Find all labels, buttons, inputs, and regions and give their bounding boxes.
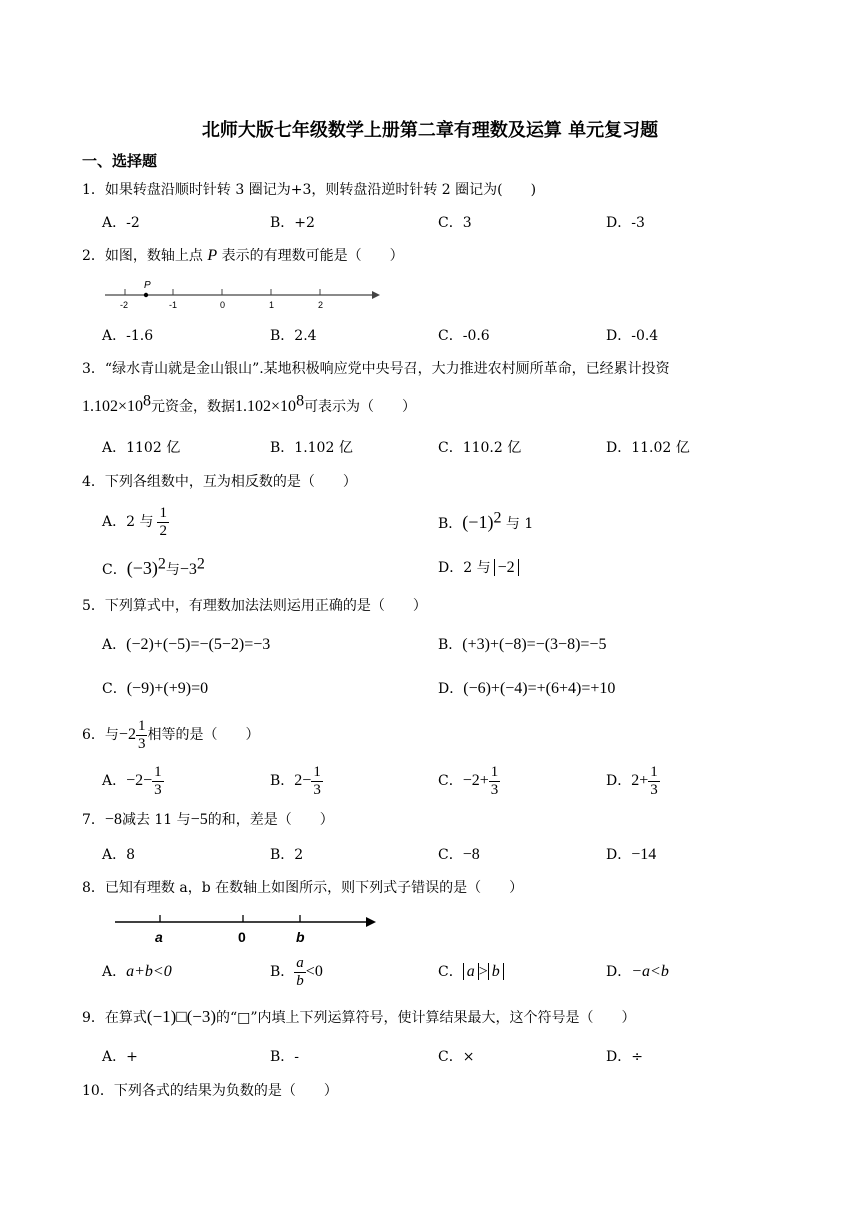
option-a-math: (−2)+(−5)=−(5−2)=−3 xyxy=(126,636,271,653)
question-7-option-a: A．8 xyxy=(102,847,136,863)
option-c-math: −8 xyxy=(462,846,480,863)
question-1-option-c: C．3 xyxy=(438,215,472,231)
question-5-option-c xyxy=(102,679,208,699)
option-b-exponent: 2 xyxy=(493,509,502,527)
section-heading: 一、选择题 xyxy=(82,152,158,170)
option-b-math: 2− xyxy=(294,772,312,789)
question-2-option-d: D．-0.4 xyxy=(606,328,659,344)
question-4-option-d xyxy=(438,558,519,578)
question-8-number-line xyxy=(110,910,380,946)
question-3-exponent-2: 8 xyxy=(296,392,305,410)
stem-post: 相等的是（ ） xyxy=(147,727,260,743)
fraction-numerator: a xyxy=(296,954,304,971)
question-6-option-c xyxy=(438,761,500,801)
stem-post: 的和，差是（ ） xyxy=(207,812,334,828)
option-c-exponent: 2 xyxy=(157,555,166,573)
point-p-marker xyxy=(144,293,148,297)
option-c-math: −2+ xyxy=(462,772,489,789)
question-1-option-d: D．-3 xyxy=(606,215,645,231)
question-7-option-b: B．2 xyxy=(270,847,304,863)
stem-math: −2 xyxy=(118,726,136,743)
option-d-label: D． xyxy=(606,964,632,980)
option-d-label: D． xyxy=(606,847,632,863)
fraction-numerator: 1 xyxy=(159,504,167,521)
stem-math-2: −5 xyxy=(190,811,208,828)
question-2-option-b: B．2.4 xyxy=(270,328,317,344)
question-8-stem: 8．已知有理数 a，b 在数轴上如图所示，则下列式子错误的是（ ） xyxy=(82,880,524,896)
question-1-option-a: A．-2 xyxy=(102,215,140,231)
question-2-var: P xyxy=(207,247,218,264)
label-b: b xyxy=(296,929,305,945)
abs-b: b xyxy=(488,963,504,980)
label-0: 0 xyxy=(238,929,246,945)
question-7-option-d xyxy=(606,845,656,865)
option-a-label: A． xyxy=(102,637,127,653)
stem-math-1: −8 xyxy=(104,811,122,828)
fraction-a-over-b xyxy=(294,955,306,990)
option-b-post: <0 xyxy=(305,963,323,980)
question-4-stem: 4．下列各组数中，互为相反数的是（ ） xyxy=(82,474,357,490)
question-2-stem xyxy=(82,246,404,266)
question-4-option-c xyxy=(102,555,205,580)
fraction xyxy=(311,764,323,799)
question-9-stem xyxy=(82,1007,636,1028)
option-d-label: D． xyxy=(606,773,632,789)
question-9-option-b: B．- xyxy=(270,1049,300,1065)
greater-than: > xyxy=(478,963,488,980)
option-b-label: B． xyxy=(438,637,463,653)
option-a-math: −2− xyxy=(126,772,153,789)
option-c-label: C． xyxy=(438,773,463,789)
question-4-option-b xyxy=(438,509,534,534)
question-9-option-a: A．+ xyxy=(102,1049,138,1065)
stem-pre: 7． xyxy=(82,812,105,828)
option-a-text: A．2 与 xyxy=(102,514,154,530)
question-3-option-d: D．11.02 亿 xyxy=(606,440,690,456)
question-6-option-a xyxy=(102,761,164,801)
option-c-label: C． xyxy=(438,847,463,863)
point-p-label: P xyxy=(144,280,151,291)
question-2-number-line xyxy=(100,278,380,312)
fraction-denominator: 3 xyxy=(313,781,321,798)
option-c-exponent-2: 2 xyxy=(196,555,205,573)
option-a-label: A． xyxy=(102,964,127,980)
option-b-label: B． xyxy=(438,516,463,532)
stem-pre: 6．与 xyxy=(82,727,119,743)
option-d-math: 2+ xyxy=(631,772,649,789)
question-5-option-d xyxy=(438,679,615,699)
fraction-numerator: 1 xyxy=(154,763,162,780)
question-6-option-b xyxy=(270,761,323,801)
fraction-one-half xyxy=(157,505,169,540)
option-b-math: (−1) xyxy=(462,512,494,532)
option-c-math-2: −3 xyxy=(179,561,197,578)
fraction-denominator: 3 xyxy=(490,781,499,798)
question-3-exponent: 8 xyxy=(143,392,152,410)
question-3-option-c: C．110.2 亿 xyxy=(438,440,522,456)
question-2-stem-post: 表示的有理数可能是（ ） xyxy=(217,248,404,264)
tick-label-0: 0 xyxy=(220,300,226,310)
question-3-mid: 元资金，数据 xyxy=(151,399,236,415)
question-6-stem xyxy=(82,715,259,755)
question-3-number: 1.102×10 xyxy=(82,398,144,415)
question-6-option-d xyxy=(606,761,660,801)
option-d-math: −14 xyxy=(631,846,657,863)
question-1-stem: 1．如果转盘沿顺时针转 3 圈记为+3，则转盘沿逆时针转 2 圈记为( ) xyxy=(82,182,537,198)
option-b-post: 与 1 xyxy=(501,516,534,532)
fraction xyxy=(489,764,501,799)
label-a: a xyxy=(155,929,163,945)
question-3-option-a: A．1102 亿 xyxy=(102,440,181,456)
fraction xyxy=(648,764,660,799)
question-9-option-d: D．÷ xyxy=(606,1049,643,1065)
option-c-label: C． xyxy=(102,562,127,578)
option-c-math: (−3) xyxy=(126,558,158,578)
fraction-denominator: 3 xyxy=(137,735,146,752)
question-4-option-a xyxy=(102,502,169,542)
fraction-numerator: 1 xyxy=(650,763,658,780)
option-d-text: D．2 与 xyxy=(438,560,491,576)
fraction-denominator: b xyxy=(296,972,304,989)
option-c-mid: 与 xyxy=(165,562,180,578)
question-3-number-2: 1.102×10 xyxy=(235,398,297,415)
question-5-stem: 5．下列算式中，有理数加法法则运用正确的是（ ） xyxy=(82,598,427,614)
question-3-post: 可表示为（ ） xyxy=(304,399,417,415)
option-d-math: (−6)+(−4)=+(6+4)=+10 xyxy=(463,680,616,697)
option-c-math: (−9)+(+9)=0 xyxy=(126,680,209,697)
question-5-option-b xyxy=(438,635,606,655)
fraction-denominator: 2 xyxy=(159,522,167,539)
option-b-math: (+3)+(−8)=−(3−8)=−5 xyxy=(462,636,607,653)
option-a-label: A． xyxy=(102,773,127,789)
question-7-stem xyxy=(82,810,334,830)
tick-label-neg2: -2 xyxy=(120,300,129,310)
fraction-denominator: 3 xyxy=(154,781,162,798)
tick-label-1: 1 xyxy=(269,300,275,310)
question-10-stem: 10．下列各式的结果为负数的是（ ） xyxy=(82,1083,338,1099)
stem-post: 的“□”内填上下列运算符号，使计算结果最大，这个符号是（ ） xyxy=(216,1010,636,1026)
tick-label-2: 2 xyxy=(318,300,324,310)
fraction-numerator: 1 xyxy=(490,763,499,780)
question-2-stem-pre: 2．如图，数轴上点 xyxy=(82,248,208,264)
question-8-option-d xyxy=(606,962,669,982)
question-8-option-a xyxy=(102,962,172,982)
abs-a: a xyxy=(463,963,479,980)
stem-pre: 9．在算式 xyxy=(82,1010,147,1026)
page-title: 北师大版七年级数学上册第二章有理数及运算 单元复习题 xyxy=(201,120,659,141)
fraction-denominator: 3 xyxy=(650,781,658,798)
question-8-option-b xyxy=(270,952,323,992)
absolute-value: −2 xyxy=(494,559,519,576)
fraction-numerator: 1 xyxy=(313,763,321,780)
option-c-label: C． xyxy=(438,964,463,980)
option-a-math: a+b<0 xyxy=(126,963,172,980)
tick-label-neg1: -1 xyxy=(169,300,178,310)
question-5-option-a xyxy=(102,635,270,655)
option-d-math: −a<b xyxy=(631,963,669,980)
stem-mid: 减去 11 与 xyxy=(121,812,191,828)
question-8-option-c xyxy=(438,962,504,982)
option-b-label: B． xyxy=(270,964,295,980)
fraction xyxy=(152,764,164,799)
stem-math: (−1)□(−3) xyxy=(146,1007,217,1026)
option-b-label: B． xyxy=(270,773,295,789)
question-3-stem-line2 xyxy=(82,392,417,417)
question-7-option-c xyxy=(438,845,480,865)
question-2-option-a: A．-1.6 xyxy=(102,328,154,344)
question-9-option-c: C．× xyxy=(438,1049,475,1065)
option-c-label: C． xyxy=(102,681,127,697)
option-d-label: D． xyxy=(438,681,464,697)
question-2-option-c: C．-0.6 xyxy=(438,328,490,344)
fraction-numerator: 1 xyxy=(137,717,146,734)
question-3-stem-line1: 3．“绿水青山就是金山银山”.某地积极响应党中央号召，大力推进农村厕所革命，已经累计投资 xyxy=(82,361,670,377)
question-3-option-b: B．1.102 亿 xyxy=(270,440,353,456)
question-1-option-b: B．+2 xyxy=(270,215,315,231)
fraction-one-third xyxy=(136,718,148,753)
